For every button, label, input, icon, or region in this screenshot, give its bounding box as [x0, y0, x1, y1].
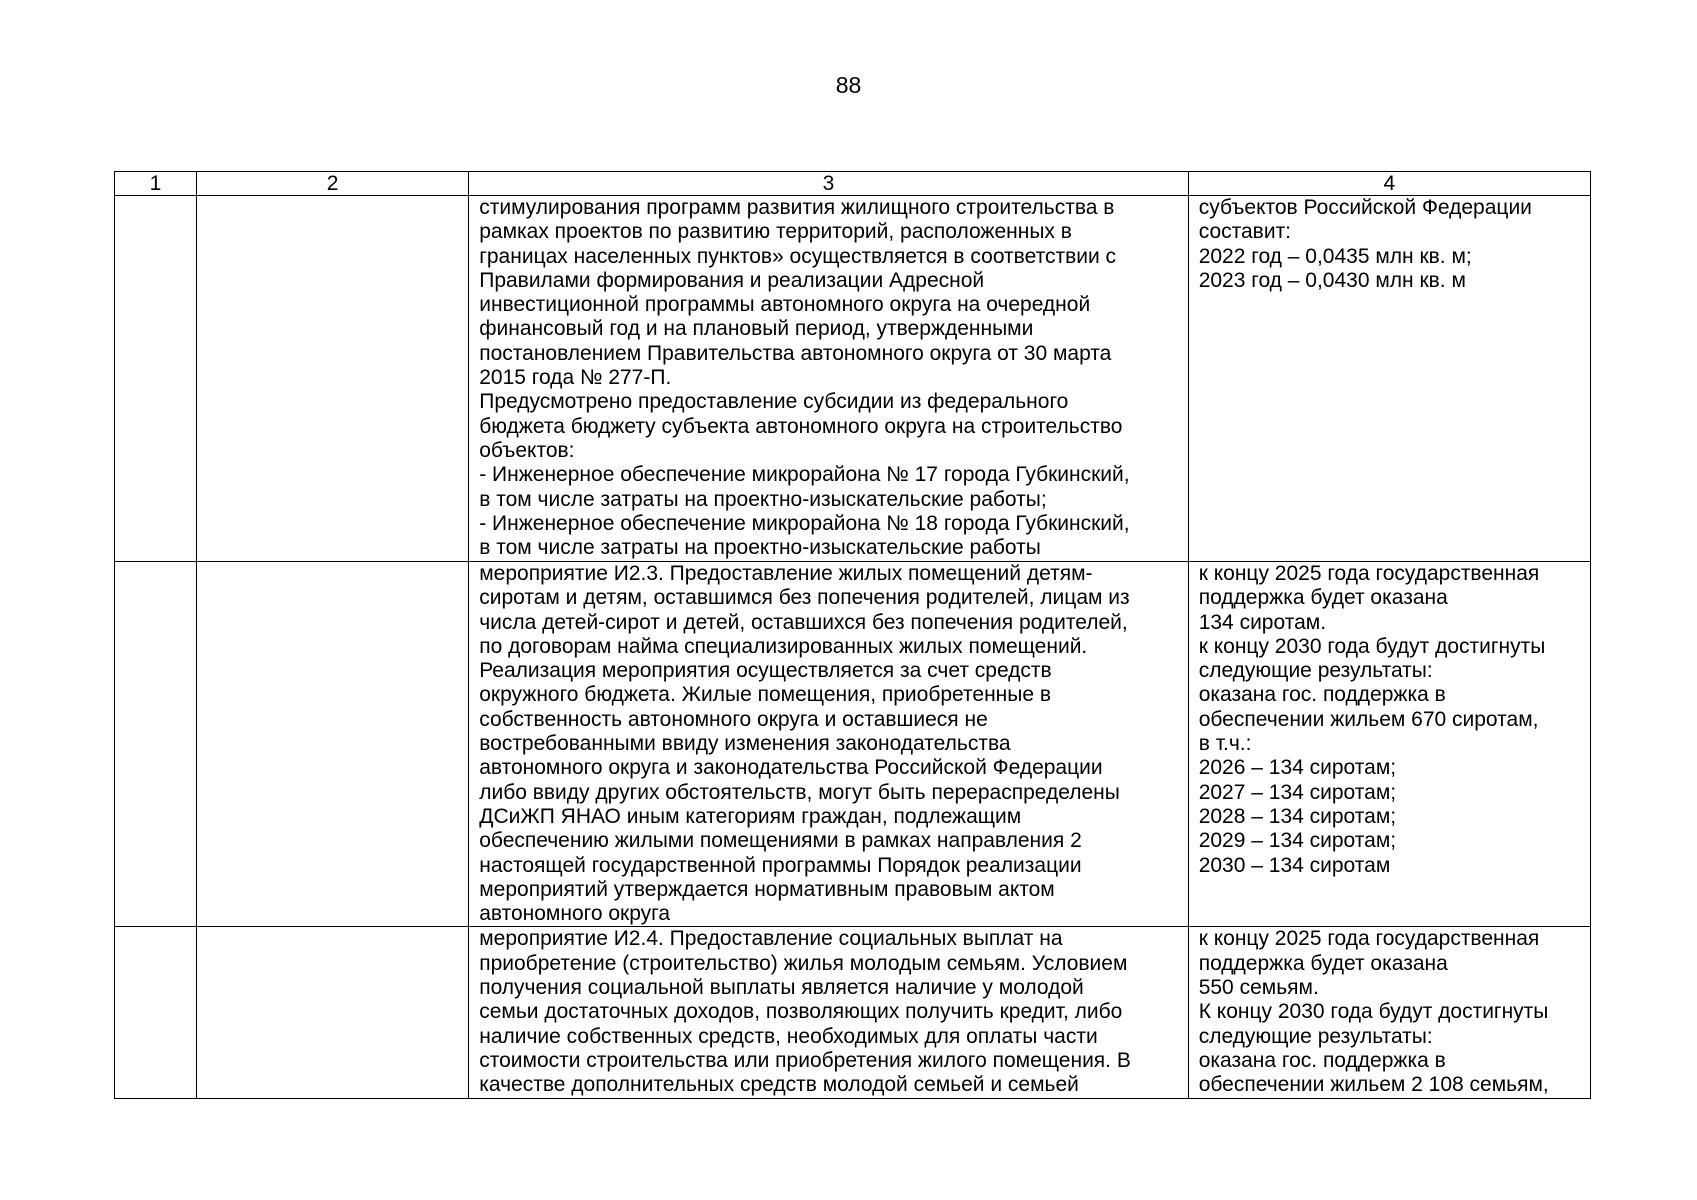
- program-table: [114, 171, 1591, 1099]
- column-header-3: 3: [469, 172, 1188, 196]
- table-cell-col1: [115, 927, 197, 1098]
- table-cell-col2: [197, 927, 469, 1098]
- cell-text: мероприятие И2.4. Предоставление социальных выплат на приобретение (строительство) жилья молодым семьям. Условием получения социальной выплаты является наличие у молодой семьи достаточных доходов, позволяющих получить кредит, либо наличие собственных средств, необходимых для оплаты части стоимости строительства или приобретения жилого помещения. В качестве дополнительных средств молодой семьей и семьей: [479, 927, 1131, 1097]
- column-header-4: 4: [1188, 172, 1590, 196]
- table-row: [115, 196, 1591, 562]
- table-cell-col1: [115, 562, 197, 927]
- table-cell-col1: [115, 196, 197, 562]
- table-cell-col2: [197, 196, 469, 562]
- table-cell-col3: [469, 562, 1188, 927]
- table-body: [115, 196, 1591, 1099]
- cell-text: субъектов Российской Федерации составит: 2022 год – 0,0435 млн кв. м; 2023 год – 0,0430 млн кв. м: [1198, 196, 1532, 292]
- table-cell-col4: [1188, 927, 1590, 1098]
- table-cell-col2: [197, 562, 469, 927]
- table-header: [115, 172, 1591, 196]
- column-header-1: 1: [115, 172, 197, 196]
- page-number: 88: [835, 72, 862, 98]
- table-cell-col4: [1188, 562, 1590, 927]
- cell-text: стимулирования программ развития жилищного строительства в рамках проектов по развитию территорий, расположенных в границах населенных пунктов» осуществляется в соответствии с Правилами формирования и реализации Адресной инвестиционной программы автономного округа на очередной финансовый год и на плановый период, утвержденными постановлением Правительства автономного округа от 30 марта 2015 года № 277-П. Предусмотрено предоставление субсидии из федерального бюджета бюджету субъекта автономного округа на строительство объектов: - Инженерное обеспечение микрорайона № 17 города Губкинский, в том числе затраты на проектно-изыскательские работы; - Инженерное обеспечение микрорайона № 18 города Губкинский, в том числе затраты на проектно-изыскательские работы: [479, 196, 1130, 560]
- cell-text: к концу 2025 года государственная поддержка будет оказана 134 сиротам. к концу 2030 года будут достигнуты следующие результаты: оказана гос. поддержка в обеспечении жильем 670 сиротам, в т.ч.: 2026 – 134 сиротам; 2027 – 134 сиротам; 2028 – 134 сиротам; 2029 – 134 сиротам; 2030 – 134 сиротам: [1198, 562, 1546, 877]
- table-cell-col3: [469, 927, 1188, 1098]
- header-row: [115, 172, 1591, 196]
- table-cell-col3: [469, 196, 1188, 562]
- column-header-2: 2: [197, 172, 469, 196]
- cell-text: мероприятие И2.3. Предоставление жилых помещений детям- сиротам и детям, оставшимся без попечения родителей, лицам из числа детей-сирот и детей, оставшихся без попечения родителей, по договорам найма специализированных жилых помещений. Реализация мероприятия осуществляется за счет средств окружного бюджета. Жилые помещения, приобретенные в собственность автономного округа и оставшиеся не востребованными ввиду изменения законодательства автономного округа и законодательства Российской Федерации либо ввиду других обстоятельств, могут быть перераспределены ДСиЖП ЯНАО иным категориям граждан, подлежащим обеспечению жилыми помещениями в рамках направления 2 настоящей государственной программы Порядок реализации мероприятий утверждается нормативным правовым актом автономного округа: [479, 562, 1130, 926]
- table-row: [115, 562, 1591, 927]
- table-row: [115, 927, 1591, 1098]
- table-cell-col4: [1188, 196, 1590, 562]
- cell-text: к концу 2025 года государственная поддержка будет оказана 550 семьям. К концу 2030 года будут достигнуты следующие результаты: оказана гос. поддержка в обеспечении жильем 2 108 семьям,: [1198, 927, 1549, 1097]
